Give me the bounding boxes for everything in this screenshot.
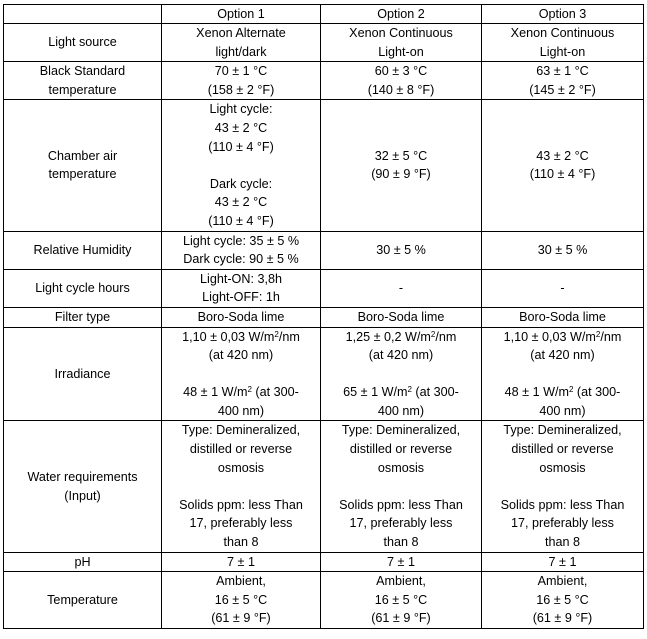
line-gap xyxy=(323,477,479,496)
table-row xyxy=(4,552,644,572)
option-3-cell xyxy=(482,327,644,421)
cell-line: 1,25 ± 0,2 $W/m^2/nm$ xyxy=(345,329,457,344)
cell-line: Irradiance xyxy=(54,366,111,381)
cell-line: Xenon Alternate xyxy=(196,26,286,40)
cell-line: (Input) xyxy=(64,488,101,503)
cell-line: 17, preferably less xyxy=(511,516,614,531)
line-gap xyxy=(164,156,318,175)
option-3-cell xyxy=(482,572,644,629)
cell-line: 63 ± 1 °C xyxy=(536,64,589,79)
cell-line: Temperature xyxy=(47,592,118,607)
cell-line: 60 ± 3 °C xyxy=(374,64,428,79)
option-2-cell xyxy=(321,100,482,231)
row-label xyxy=(4,307,162,327)
row-label xyxy=(4,100,162,231)
cell-line: (at 420 nm) xyxy=(530,348,595,363)
cell-line: Ambient, xyxy=(537,574,588,589)
option-2-cell xyxy=(321,24,482,62)
cell-line: temperature xyxy=(48,82,117,97)
cell-line: 70 ± 1 °C xyxy=(214,64,268,79)
cell-line: 43 ± 2 °C xyxy=(214,195,268,210)
cell-line: Solids ppm: less Than xyxy=(500,497,625,512)
cell-line: Dark cycle: xyxy=(209,176,273,191)
cell-line: Ambient, xyxy=(376,574,426,589)
cell-line: Light cycle: xyxy=(209,102,273,117)
cell-line: Xenon Continuous xyxy=(349,26,453,40)
table-row xyxy=(4,572,644,629)
cell-line: Light cycle: 35 ± 5 % xyxy=(182,233,300,248)
option-1-cell xyxy=(162,231,321,269)
header-option-1: Option 1 xyxy=(162,5,321,24)
option-3-cell xyxy=(482,62,644,100)
cell-line: Black Standard xyxy=(39,64,126,79)
cell-line: distilled or reverse xyxy=(511,442,614,457)
cell-line: 1,10 ± 0,03 $W/m^2/nm$ xyxy=(503,329,622,344)
table-row xyxy=(4,269,644,307)
cell-line: - xyxy=(560,281,565,296)
cell-line: 65 ± 1 $W/m^2$ (at 300- xyxy=(343,385,459,400)
cell-line: (145 ± 2 °F) xyxy=(529,82,596,97)
row-label xyxy=(4,62,162,100)
cell-line: - xyxy=(398,281,404,296)
option-2-cell xyxy=(321,421,482,552)
option-3-cell xyxy=(482,24,644,62)
cell-line: Light-on xyxy=(378,44,424,59)
cell-line: 43 ± 2 °C xyxy=(214,120,268,135)
cell-line: Light-on xyxy=(539,44,586,59)
cell-line: than 8 xyxy=(223,535,259,550)
cell-line: 7 ± 1 xyxy=(227,554,255,569)
option-2-cell xyxy=(321,62,482,100)
row-label xyxy=(4,552,162,572)
cell-line: Xenon Continuous xyxy=(510,26,615,40)
option-1-cell xyxy=(162,327,321,421)
cell-line: (at 420 nm) xyxy=(208,348,274,363)
cell-line: 16 ± 5 °C xyxy=(374,592,428,607)
cell-line: Dark cycle: 90 ± 5 % xyxy=(183,252,299,267)
option-2-cell xyxy=(321,231,482,269)
cell-line: temperature xyxy=(48,167,117,182)
cell-line: Chamber air xyxy=(47,148,118,163)
cell-line: 30 ± 5 % xyxy=(537,242,588,257)
cell-line: Light cycle hours xyxy=(35,281,130,296)
cell-line: 7 ± 1 xyxy=(548,554,577,569)
table-row xyxy=(4,231,644,269)
cell-line: Solids ppm: less Than xyxy=(339,497,463,512)
cell-line: Water requirements xyxy=(27,469,138,484)
option-1-cell xyxy=(162,572,321,629)
cell-line: osmosis xyxy=(539,460,586,475)
cell-line: Boro-Soda lime xyxy=(519,309,606,324)
cell-line: (at 420 nm) xyxy=(368,348,434,363)
option-2-cell xyxy=(321,327,482,421)
cell-line: Type: Demineralized, xyxy=(181,423,301,438)
line-gap xyxy=(323,365,479,384)
option-2-cell xyxy=(321,552,482,572)
cell-line: distilled or reverse xyxy=(189,442,293,457)
cell-line: 400 nm) xyxy=(217,403,265,418)
cell-line: Type: Demineralized, xyxy=(341,423,461,438)
cell-line: 400 nm) xyxy=(539,403,586,418)
cell-line: 17, preferably less xyxy=(189,516,293,531)
cell-line: (61 ± 9 °F) xyxy=(371,611,431,626)
table-body xyxy=(4,24,644,629)
option-2-cell xyxy=(321,307,482,327)
option-3-cell xyxy=(482,421,644,552)
table-row xyxy=(4,307,644,327)
option-1-cell xyxy=(162,552,321,572)
cell-line: Light-OFF: 1h xyxy=(202,290,280,305)
options-table xyxy=(3,4,644,629)
cell-line: distilled or reverse xyxy=(349,442,453,457)
cell-line: 7 ± 1 xyxy=(387,554,415,569)
cell-line: Boro-Soda lime xyxy=(197,309,285,324)
cell-line: Ambient, xyxy=(216,574,266,589)
cell-line: than 8 xyxy=(544,535,580,550)
row-label xyxy=(4,327,162,421)
cell-line: Type: Demineralized, xyxy=(503,423,622,438)
option-1-cell xyxy=(162,421,321,552)
option-1-cell xyxy=(162,62,321,100)
cell-line: 43 ± 2 °C xyxy=(536,148,589,163)
cell-line: light/dark xyxy=(215,44,267,59)
cell-line: 32 ± 5 °C xyxy=(374,148,428,163)
table-row xyxy=(4,421,644,552)
line-gap xyxy=(164,477,318,496)
cell-line: 48 ± 1 $W/m^2$ (at 300- xyxy=(504,385,621,400)
header-corner xyxy=(4,5,162,24)
row-label xyxy=(4,269,162,307)
table-row xyxy=(4,100,644,231)
cell-line: (90 ± 9 °F) xyxy=(371,167,431,182)
cell-line: Filter type xyxy=(54,309,111,324)
option-1-cell xyxy=(162,100,321,231)
header-row xyxy=(4,5,644,24)
cell-line: (61 ± 9 °F) xyxy=(532,611,593,626)
cell-line: (110 ± 4 °F) xyxy=(208,139,274,154)
cell-line: Boro-Soda lime xyxy=(357,309,445,324)
cell-line: 30 ± 5 % xyxy=(376,242,426,257)
cell-line: Light source xyxy=(48,35,117,50)
table-row xyxy=(4,62,644,100)
cell-line: Relative Humidity xyxy=(33,242,132,257)
line-gap xyxy=(484,365,641,384)
option-3-cell xyxy=(482,100,644,231)
cell-line: osmosis xyxy=(217,460,265,475)
row-label xyxy=(4,572,162,629)
row-label xyxy=(4,24,162,62)
cell-line: than 8 xyxy=(383,535,419,550)
cell-line: (158 ± 2 °F) xyxy=(207,82,275,97)
row-label xyxy=(4,231,162,269)
option-3-cell xyxy=(482,231,644,269)
cell-line: Light-ON: 3,8h xyxy=(200,271,282,286)
cell-line: 16 ± 5 °C xyxy=(536,592,589,607)
option-1-cell xyxy=(162,24,321,62)
cell-line: osmosis xyxy=(377,460,425,475)
option-1-cell xyxy=(162,269,321,307)
cell-line: pH xyxy=(74,554,91,569)
line-gap xyxy=(164,365,318,384)
cell-line: 1,10 ± 0,03 $W/m^2/nm$ xyxy=(182,329,300,344)
cell-line: Solids ppm: less Than xyxy=(179,497,303,512)
cell-line: 16 ± 5 °C xyxy=(214,592,268,607)
cell-line: (110 ± 4 °F) xyxy=(208,213,274,228)
cell-line: (140 ± 8 °F) xyxy=(367,82,435,97)
header-option-2: Option 2 xyxy=(321,5,482,24)
cell-line: 400 nm) xyxy=(377,403,425,418)
option-3-cell xyxy=(482,307,644,327)
row-label xyxy=(4,421,162,552)
cell-line: 17, preferably less xyxy=(349,516,453,531)
line-gap xyxy=(484,477,641,496)
option-1-cell xyxy=(162,307,321,327)
table-row xyxy=(4,24,644,62)
option-3-cell xyxy=(482,269,644,307)
option-2-cell xyxy=(321,269,482,307)
cell-line: (110 ± 4 °F) xyxy=(529,167,596,182)
header-option-3: Option 3 xyxy=(482,5,644,24)
cell-line: 48 ± 1 $W/m^2$ (at 300- xyxy=(183,385,299,400)
option-2-cell xyxy=(321,572,482,629)
cell-line: (61 ± 9 °F) xyxy=(211,611,271,626)
option-3-cell xyxy=(482,552,644,572)
table-row xyxy=(4,327,644,421)
